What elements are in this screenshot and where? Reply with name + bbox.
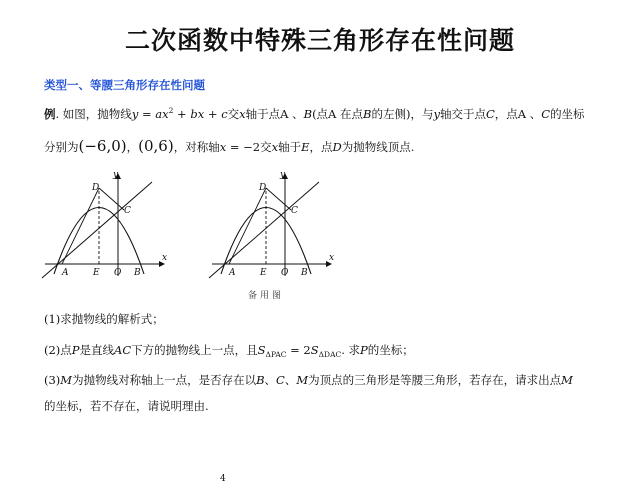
axis-equation: = −2 — [226, 140, 261, 154]
point-C: C — [276, 373, 285, 387]
text: 的坐标，若不存在，请说明理由. — [44, 399, 209, 413]
point-C: C — [485, 107, 495, 121]
label-D: D — [92, 183, 100, 193]
var-x: x — [239, 107, 246, 121]
point-P: P — [71, 343, 80, 357]
text: (1)求抛物线的解析式； — [44, 312, 164, 326]
point-B: B — [363, 107, 372, 121]
label-D: D — [259, 183, 267, 193]
text: ， — [126, 140, 139, 154]
text: 是直线 — [79, 343, 115, 357]
question-1 — [44, 311, 164, 327]
text: 、 — [264, 373, 277, 387]
text: ，点A 、 — [494, 107, 542, 121]
point-M: M — [296, 373, 309, 387]
text: . 求 — [341, 343, 361, 357]
line-AC: AC — [114, 343, 132, 357]
label-E: E — [260, 268, 267, 278]
segment-A-D — [62, 188, 99, 264]
text: (3) — [44, 373, 61, 387]
text: (点A 在点 — [312, 107, 364, 121]
point-B: B — [303, 107, 313, 121]
point-P: P — [360, 343, 368, 357]
var-y: y — [433, 107, 440, 121]
area-S: S — [257, 343, 266, 357]
point-D: D — [332, 140, 342, 154]
segment-D-C — [266, 188, 291, 210]
text: 交 — [260, 140, 272, 154]
area-S: S — [310, 343, 319, 357]
label-y: y — [280, 170, 286, 180]
text: 轴于 — [278, 140, 302, 154]
text: 为抛物线顶点. — [341, 140, 415, 154]
formula-a: a — [155, 107, 163, 121]
label-A: A — [229, 268, 236, 278]
text: + — [204, 107, 222, 121]
label-B: B — [134, 268, 141, 278]
label-C: C — [124, 206, 131, 216]
label-O: O — [114, 268, 122, 278]
section-heading: 类型一、等腰三角形存在性问题 — [44, 78, 205, 92]
example-line-1 — [44, 103, 585, 122]
label-A: A — [62, 268, 69, 278]
point-E: E — [301, 140, 310, 154]
text: 的坐标 — [550, 107, 585, 121]
text: = 2 — [286, 343, 311, 357]
text: 为顶点的三角形是等腰三角形，若存在，请求出点 — [308, 373, 562, 387]
question-3-line-1 — [44, 372, 573, 388]
text: (2)点 — [44, 343, 72, 357]
formula-x: x — [162, 107, 169, 121]
text: 分别为 — [44, 140, 79, 154]
text: + — [173, 107, 191, 121]
question-2 — [44, 342, 414, 363]
figure-caption: 备用图 — [248, 291, 285, 301]
text: = — [138, 107, 156, 121]
var-x: x — [219, 140, 227, 154]
formula-c: c — [221, 107, 228, 121]
text: 轴交于点 — [439, 107, 486, 121]
page-title: 二次函数中特殊三角形存在性问题 — [124, 26, 515, 55]
label-x: x — [329, 253, 335, 263]
point-M: M — [60, 373, 73, 387]
question-3-line-2 — [44, 398, 209, 414]
text: . 如图，抛物线 — [55, 107, 132, 121]
text: 、 — [284, 373, 297, 387]
area-subscript: ΔPAC — [265, 350, 287, 359]
segment-A-D — [229, 188, 266, 264]
text: 轴于点A 、 — [245, 107, 304, 121]
label-y: y — [113, 170, 119, 180]
formula-b: b — [190, 107, 198, 121]
formula-exponent: 2 — [168, 106, 174, 115]
formula-x: x — [197, 107, 205, 121]
label-O: O — [281, 268, 289, 278]
var-x: x — [271, 140, 279, 154]
coord-C: (0,6) — [138, 137, 174, 155]
label-C: C — [291, 206, 298, 216]
text: ，对称轴 — [173, 140, 220, 154]
formula-y: y — [131, 107, 139, 121]
page-number: 4 — [220, 474, 226, 484]
point-M: M — [561, 373, 573, 387]
figure-spare — [207, 168, 342, 280]
text: ，点 — [309, 140, 333, 154]
text: 交 — [227, 107, 240, 121]
segment-D-C — [99, 188, 124, 210]
label-x: x — [162, 253, 168, 263]
point-B: B — [256, 373, 265, 387]
text: 下方的抛物线上一点，且 — [131, 343, 258, 357]
text: 为抛物线对称轴上一点，是否存在以 — [72, 373, 257, 387]
area-subscript: ΔDAC — [318, 350, 342, 359]
label-E: E — [93, 268, 100, 278]
figure-main — [40, 168, 175, 280]
text: 的坐标； — [367, 343, 414, 357]
point-C: C — [541, 107, 551, 121]
example-line-2 — [44, 138, 414, 155]
label-B: B — [301, 268, 308, 278]
text: 的左侧)，与 — [371, 107, 434, 121]
coord-A: (−6,0) — [78, 137, 127, 155]
example-label: 例 — [44, 107, 56, 121]
